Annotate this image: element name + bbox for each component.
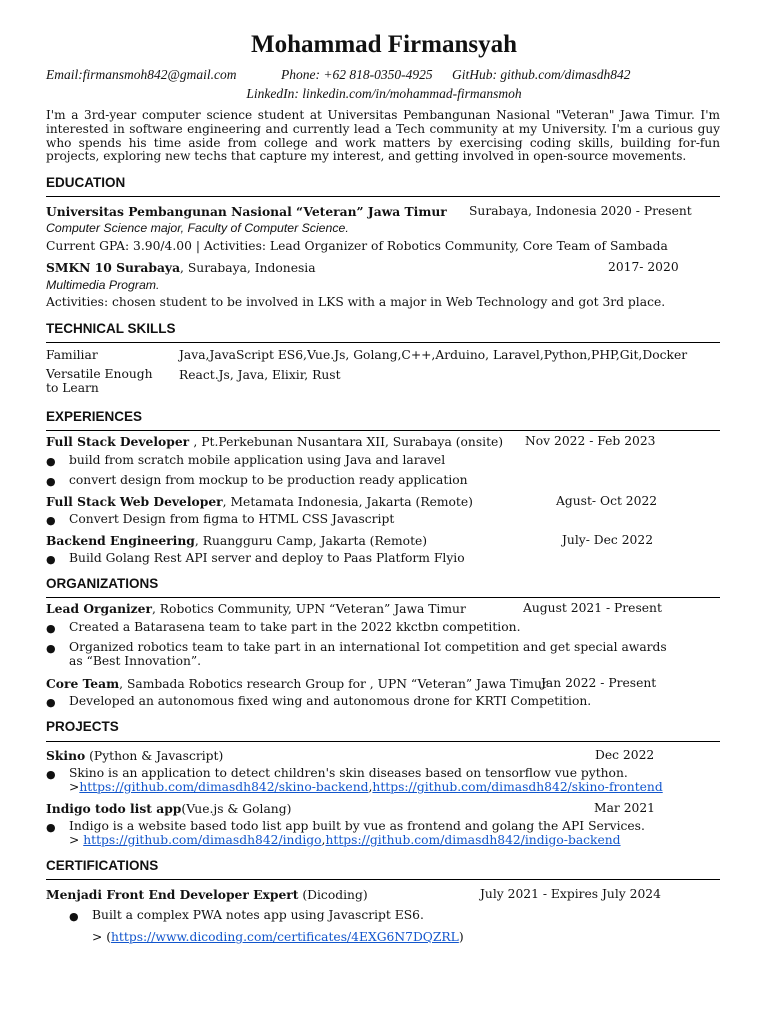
education-dates: 2017- 2020 (608, 260, 679, 274)
experience-bullet: convert design from mockup to be production ready application (69, 473, 468, 487)
project-repo-link[interactable]: https://github.com/dimasdh842/indigo (83, 833, 322, 847)
bullet-icon: ● (46, 455, 56, 468)
experience-bullet: Build Golang Rest API server and deploy to Paas Platform Flyio (69, 551, 465, 565)
certification-link-line (92, 930, 464, 944)
bullet-icon: ● (69, 910, 79, 923)
section-heading-certifications: CERTIFICATIONS (46, 858, 159, 873)
contact-phone: Phone: +62 818-0350-4925 (281, 67, 433, 82)
project-backend-link[interactable]: https://github.com/dimasdh842/skino-backend (79, 780, 369, 794)
education-school-name: SMKN 10 Surabaya (46, 260, 181, 275)
experience-dates: July- Dec 2022 (562, 533, 654, 547)
skills-value: React.Js, Java, Elixir, Rust (179, 368, 341, 382)
experience-org: , Pt.Perkebunan Nusantara XII, Surabaya (onsite) (193, 435, 504, 449)
resume-name: Mohammad Firmansyah (251, 31, 517, 58)
contact-linkedin[interactable]: LinkedIn: linkedin.com/in/mohammad-firmansmoh (246, 86, 522, 101)
experience-bullet: build from scratch mobile application using Java and laravel (69, 453, 446, 467)
section-heading-experiences: EXPERIENCES (46, 409, 143, 424)
section-divider (46, 430, 720, 431)
section-heading-education: EDUCATION (46, 175, 126, 190)
project-description: Skino is an application to detect children's skin diseases based on tensorflow vue python. (69, 766, 628, 780)
section-heading-organizations: ORGANIZATIONS (46, 576, 159, 591)
project-name: Indigo todo list app (46, 801, 182, 816)
experience-role: Full Stack Developer (46, 434, 194, 449)
bullet-icon: ● (46, 642, 56, 655)
education-detail: Current GPA: 3.90/4.00 | Activities: Lead Organizer of Robotics Community, Core Team of Sambada (46, 239, 668, 253)
experience-dates: Agust- Oct 2022 (556, 494, 658, 508)
education-major: Computer Science major, Faculty of Computer Science. (46, 221, 349, 235)
experience-dates: Nov 2022 - Feb 2023 (525, 434, 656, 448)
experience-role: Full Stack Web Developer (46, 494, 223, 509)
summary-paragraph: I'm a 3rd-year computer science student at Universitas Pembangunan Nasional "Veteran" Jawa Timur. I'm interested in software engineering and currently lead a Tech community at my University. I'm a curious guy who spends his time aside from college and work matters by exercising coding skills, building for-fun projects, exploring new techs that capture my interest, and getting involved in open-source movements. (46, 108, 720, 164)
organization-bullet: Created a Batarasena team to take part in the 2022 kkctbn competition. (69, 620, 521, 634)
project-backend-link[interactable]: https://github.com/dimasdh842/indigo-backend (325, 833, 621, 847)
project-title (46, 801, 291, 816)
link-prefix: > ( (92, 930, 112, 944)
experience-title (46, 494, 473, 509)
section-heading-projects: PROJECTS (46, 719, 119, 734)
experience-bullet: Convert Design from figma to HTML CSS Javascript (69, 512, 395, 526)
organization-bullet: Organized robotics team to take part in an international Iot competition and get special awards as “Best Innovation”. (69, 640, 667, 668)
experience-title (46, 434, 503, 449)
organization-bullet: Developed an autonomous fixed wing and autonomous drone for KRTI Competition. (69, 694, 592, 708)
skills-label: Familiar (46, 348, 98, 362)
organization-org: , Sambada Robotics research Group for , UPN “Veteran” Jawa Timur (119, 677, 548, 691)
certificate-link[interactable]: https://www.dicoding.com/certificates/4EXG6N7DQZRL (111, 930, 459, 944)
contact-github[interactable]: GitHub: github.com/dimasdh842 (452, 67, 631, 82)
contact-email[interactable]: Email:firmansmoh842@gmail.com (46, 67, 237, 82)
link-suffix: ) (458, 930, 464, 944)
certification-bullet: Built a complex PWA notes app using Javascript ES6. (92, 908, 424, 922)
education-location-dates: Surabaya, Indonesia 2020 - Present (469, 204, 692, 218)
organization-dates: Jan 2022 - Present (541, 676, 657, 690)
link-prefix: > (69, 780, 80, 794)
experience-org: , Ruangguru Camp, Jakarta (Remote) (194, 534, 428, 548)
section-divider (46, 879, 720, 880)
organization-title (46, 601, 466, 616)
project-title (46, 748, 223, 763)
experience-org: , Metamata Indonesia, Jakarta (Remote) (222, 495, 473, 509)
organization-dates: August 2021 - Present (523, 601, 662, 615)
project-description: Indigo is a website based todo list app built by vue as frontend and golang the API Services. (69, 819, 645, 833)
experience-title (46, 533, 427, 548)
section-divider (46, 597, 720, 598)
bullet-icon: ● (46, 821, 56, 834)
section-divider (46, 196, 720, 197)
skills-value: Java,JavaScript ES6,Vue.Js, Golang,C++,Arduino, Laravel,Python,PHP,Git,Docker (179, 348, 688, 362)
project-stack: (Python & Javascript) (85, 749, 224, 763)
bullet-icon: ● (46, 553, 56, 566)
project-name: Skino (46, 748, 86, 763)
bullet-icon: ● (46, 475, 56, 488)
organization-title (46, 676, 548, 691)
bullet-icon: ● (46, 622, 56, 635)
project-links (69, 833, 621, 847)
experience-role: Backend Engineering (46, 533, 195, 548)
education-school (46, 260, 316, 275)
education-major: Multimedia Program. (46, 278, 160, 292)
project-date: Mar 2021 (594, 801, 656, 815)
section-heading-skills: TECHNICAL SKILLS (46, 321, 176, 336)
project-stack: (Vue.js & Golang) (181, 802, 292, 816)
bullet-icon: ● (46, 768, 56, 781)
certification-name: Menjadi Front End Developer Expert (46, 887, 299, 902)
link-prefix: > (69, 833, 84, 847)
link-separator: , (368, 780, 373, 794)
organization-org: , Robotics Community, UPN “Veteran” Jawa Timur (151, 602, 466, 616)
link-separator: , (321, 833, 326, 847)
organization-role: Core Team (46, 676, 120, 691)
skills-label: Versatile Enough to Learn (46, 367, 153, 395)
bullet-icon: ● (46, 514, 56, 527)
section-divider (46, 741, 720, 742)
organization-role: Lead Organizer (46, 601, 152, 616)
certification-title (46, 887, 368, 902)
education-location: , Surabaya, Indonesia (180, 261, 316, 275)
bullet-icon: ● (46, 696, 56, 709)
project-date: Dec 2022 (595, 748, 655, 762)
project-frontend-link[interactable]: https://github.com/dimasdh842/skino-frontend (372, 780, 663, 794)
education-school: Universitas Pembangunan Nasional “Veteran” Jawa Timur (46, 204, 447, 219)
certification-issuer: (Dicoding) (298, 888, 368, 902)
education-detail: Activities: chosen student to be involved in LKS with a major in Web Technology and got 3rd place. (46, 295, 666, 309)
certification-dates: July 2021 - Expires July 2024 (480, 887, 661, 901)
project-links (69, 780, 663, 794)
section-divider (46, 342, 720, 343)
